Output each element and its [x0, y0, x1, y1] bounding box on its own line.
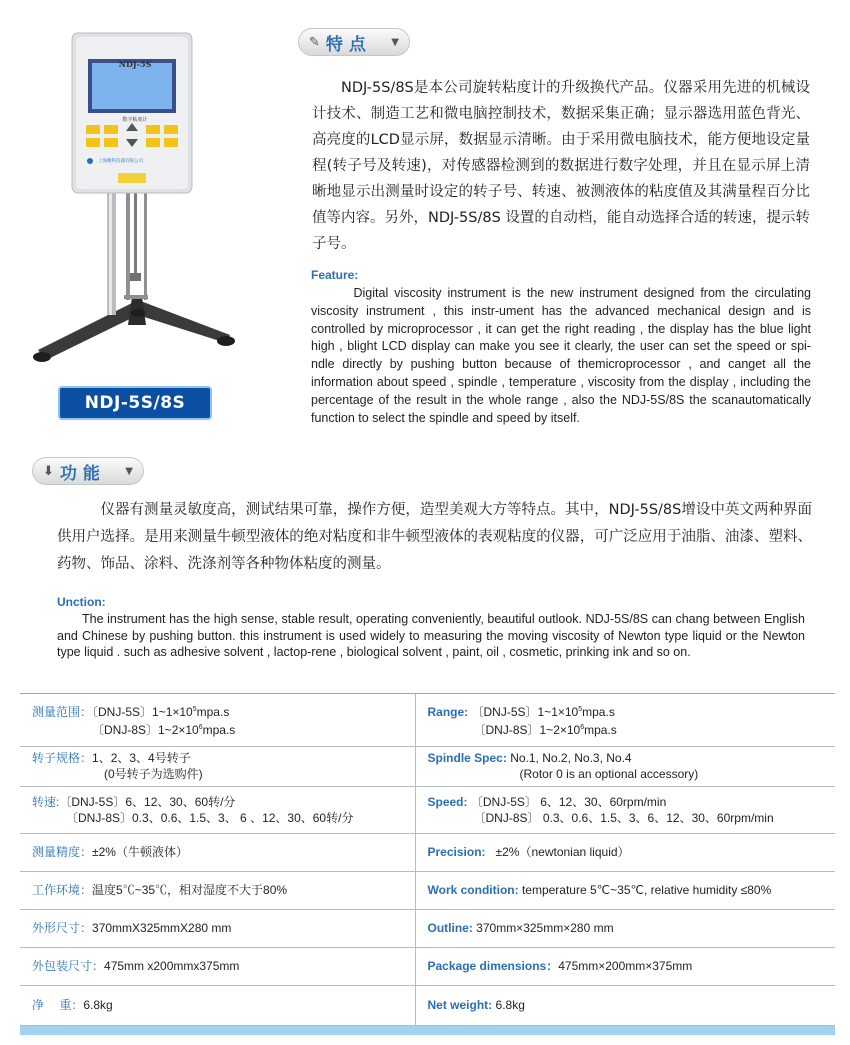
speed-en-line1: 〔DNJ-5S〕 6、12、30、60rpm/min: [470, 794, 667, 809]
product-image: [20, 15, 250, 395]
speed-cn-label: 转速:: [32, 794, 60, 809]
spec-row-outline: [20, 909, 835, 947]
environment-en-value: temperature 5℃~35℃, relative humidity ≤80%: [521, 883, 772, 897]
outline-en-value: 370mm×325mm×280 mm: [476, 921, 614, 935]
screen-label: 数字粘度计: [122, 117, 148, 123]
weight-cn-value: 6.8kg: [83, 998, 113, 1012]
feature-heading: Feature:: [311, 268, 359, 282]
outline-cn-cell: [20, 909, 415, 947]
spindle-cn-cell: [20, 746, 415, 786]
device-model-label: NDJ-5S: [118, 59, 152, 69]
range-en-unit1: mpa.s: [582, 704, 615, 719]
spec-row-precision: [20, 833, 835, 871]
weight-en-label: Net weight:: [427, 998, 493, 1012]
spindle-en-label: Spindle Spec:: [427, 751, 507, 765]
function-cn-text: 仪器有测量灵敏度高，测试结果可靠，操作方便，造型美观大方等特点。其中，NDJ-5S/8S增设中英文两种界面供用户选择。是用来测量牛顿型液体的绝对粘度和非牛顿型液体的表观粘度的仪器，可广泛应用于油脂、油漆、塑料、药物、饰品、涂料、洗涤剂等各种物体粘度的测量。: [57, 502, 812, 572]
outline-cn-value: 370mmX325mmX280 mm: [92, 921, 232, 935]
edit-icon: ✎: [309, 34, 320, 50]
speed-cn-line2: 〔DNJ-8S〕0.3、0.6、1.5、3、 6 、12、30、60转/分: [66, 810, 354, 825]
model-badge: NDJ-5S/8S: [60, 388, 210, 418]
package-en-value: 475mm×200mm×375mm: [558, 959, 693, 973]
function-heading: Unction:: [57, 595, 106, 609]
environment-cn-label: 工作环境：: [32, 883, 93, 897]
spec-row-environment: [20, 871, 835, 909]
speed-cn-line1: 〔DNJ-5S〕6、12、30、60转/分: [59, 794, 236, 809]
features-pill-label: 特 点: [325, 34, 366, 55]
function-pill[interactable]: [32, 457, 144, 485]
download-arrow-icon: ⬇: [43, 463, 54, 479]
outline-cn-label: 外形尺寸：: [32, 921, 93, 935]
weight-cn-cell: [20, 985, 415, 1025]
weight-cn-label: 净 重：: [32, 998, 84, 1012]
function-pill-label: 功 能: [59, 463, 100, 484]
spindle-en-line2: (Rotor 0 is an optional accessory): [519, 767, 699, 781]
environment-cn-value: 温度5℃~35℃，相对湿度不大于80%: [92, 883, 288, 897]
range-cn-unit1: mpa.s: [196, 704, 230, 719]
range-en-line1: 〔DNJ-5S〕1~1×10: [471, 704, 579, 719]
package-en-label: Package dimensions：: [427, 959, 559, 973]
package-cn-value: 475mm x200mmx375mm: [104, 959, 240, 973]
spec-row-package: [20, 947, 835, 985]
range-en-exp1: 5: [578, 705, 583, 713]
spindle-en-line1: No.1, No.2, No.3, No.4: [510, 751, 632, 765]
features-en-text: Digital viscosity instrument is the new instrument designed from the circulating viscosity instrument , this instr-ument has the advanced mechanical design and is controlled by microprocessor , it can get the right reading , the display has the blue light high , blight LCD display can make you see it clearly, the user can set the speed or spi-ndle directly by pushing button because of themicroprocessor , and canget all the information about speed , spindle , temperature , viscosity from the display , including the percentage of the result in the whole range , also the NDJ-5S/8S the scanautomatically function to select the spindle and speed by itself.: [311, 286, 811, 425]
spindle-cn-line1: 1、2、3、4号转子: [92, 751, 191, 765]
package-cn-label: 外包装尺寸：: [32, 959, 105, 973]
spec-row-weight: [20, 985, 835, 1025]
range-cn-line2: 〔DNJ-8S〕1~2×10: [92, 722, 199, 737]
range-cn-exp1: 5: [192, 705, 197, 713]
range-en-line2: 〔DNJ-8S〕1~2×10: [473, 722, 581, 737]
range-cn-label: 测量范围：: [32, 704, 93, 719]
range-cn-line1: 〔DNJ-5S〕1~1×10: [92, 704, 193, 719]
speed-en-label: Speed:: [427, 794, 468, 809]
environment-cn-cell: [20, 871, 415, 909]
chevron-down-icon: ▼: [391, 36, 399, 48]
precision-cn-value: ±2%（牛顿液体）: [92, 845, 188, 859]
precision-en-cell: [415, 833, 835, 871]
chevron-down-icon: ▼: [125, 465, 133, 477]
viscometer-illustration: [20, 15, 250, 395]
range-en-label: Range:: [427, 704, 469, 719]
spindle-en-cell: [415, 746, 835, 786]
precision-en-label: Precision:: [427, 845, 486, 859]
precision-cn-cell: [20, 833, 415, 871]
environment-en-cell: [415, 871, 835, 909]
range-en-cell: [415, 694, 835, 746]
maker-label: 上海精科仪器有限公司: [98, 159, 143, 164]
package-en-cell: [415, 947, 835, 985]
environment-en-label: Work condition:: [427, 883, 519, 897]
features-pill[interactable]: [298, 28, 410, 56]
spec-row-range: [20, 694, 835, 746]
spec-table: [20, 694, 835, 1026]
range-en-exp2: 6: [580, 723, 585, 731]
weight-en-cell: [415, 985, 835, 1025]
spindle-cn-line2: (0号转子为选购件): [104, 767, 203, 781]
features-cn-text: NDJ-5S/8S是本公司旋转粘度计的升级换代产品。仪器采用先进的机械设计技术、制造工艺和微电脑控制技术，数据采集正确；显示器选用蓝色背光、高亮度的LCD显示屏，数据显示清晰。由于采用微电脑技术，能方便地设定量程(转子号及转速)，对传感器检测到的数据进行数字处理，并且在显示屏上清晰地显示出测量时设定的转子号、转速、被测液体的粘度值及其满量程百分比值等内容。另外，NDJ-5S/8S 设置的自动档，能自动选择合适的转速，提示转子号。: [312, 80, 810, 252]
range-cn-exp2: 6: [198, 723, 203, 731]
weight-en-value: 6.8kg: [495, 998, 525, 1012]
spec-row-speed: [20, 786, 835, 833]
outline-en-cell: [415, 909, 835, 947]
precision-cn-label: 测量精度：: [32, 845, 93, 859]
range-cn-cell: [20, 694, 415, 746]
bottom-accent-bar: [20, 1026, 835, 1035]
spec-row-spindle: [20, 746, 835, 786]
precision-en-value: ±2%（newtonian liquid）: [495, 845, 630, 859]
spindle-cn-label: 转子规格：: [32, 751, 93, 765]
outline-en-label: Outline:: [427, 921, 473, 935]
function-en-text: The instrument has the high sense, stable result, operating conveniently, beautiful outlook. NDJ-5S/8S can chang between English and Chinese by pushing button. this instrument is used widely to measuring the moving viscosity of Newton type liquid or the Newton type liquid . such as adhesive solvent , lactop-rene , biological solvent , paint, oil , cosmetic, prinking ink and so on.: [57, 612, 805, 659]
package-cn-cell: [20, 947, 415, 985]
speed-cn-cell: [20, 786, 415, 833]
speed-en-line2: 〔DNJ-8S〕 0.3、0.6、1.5、3、6、12、30、60rpm/min: [473, 810, 774, 825]
speed-en-cell: [415, 786, 835, 833]
range-cn-unit2: mpa.s: [202, 722, 236, 737]
range-en-unit2: mpa.s: [584, 722, 617, 737]
